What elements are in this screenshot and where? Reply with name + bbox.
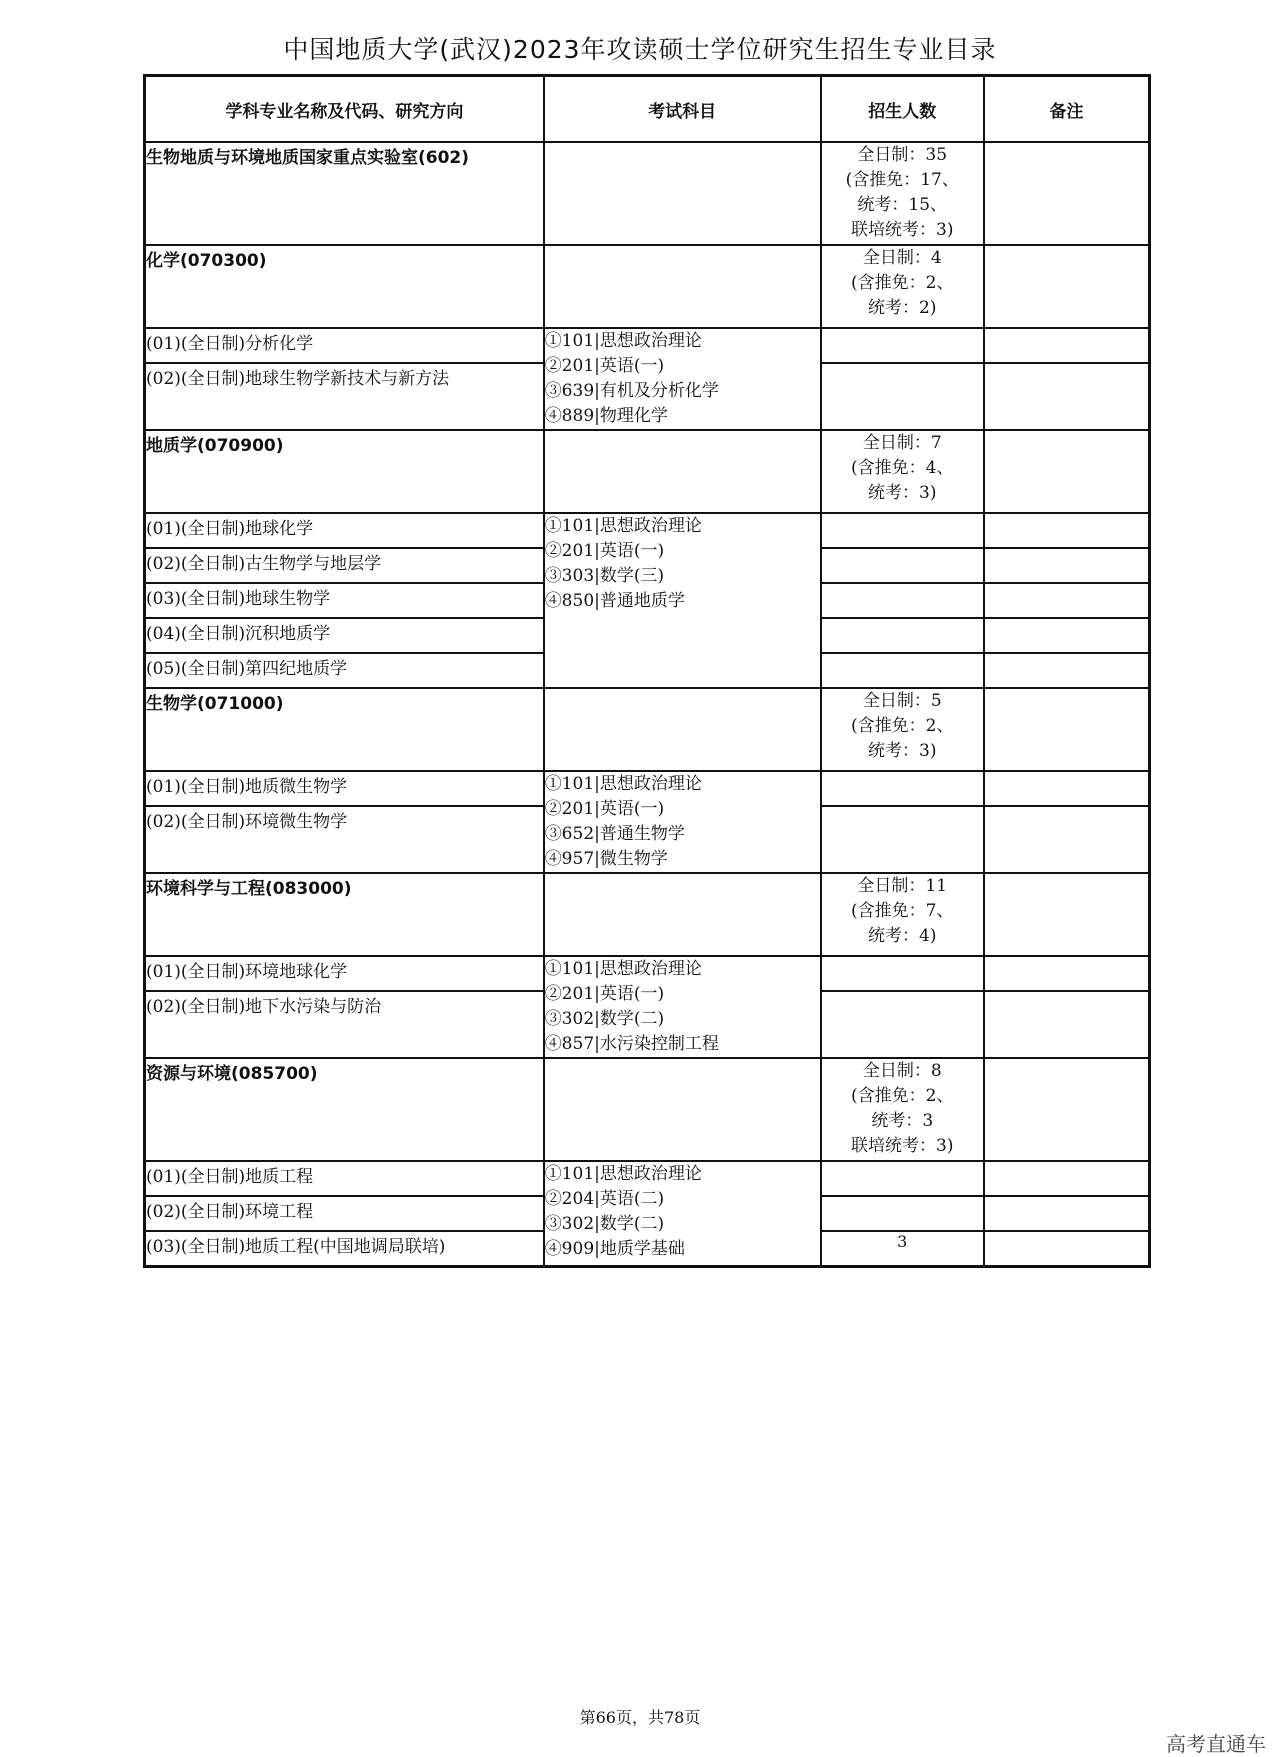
direction-note	[984, 363, 1150, 430]
unit-note-cell	[984, 142, 1150, 245]
major-quota	[821, 1058, 984, 1161]
quota-line: (含推免：2、	[851, 273, 954, 293]
exam-subject: ④850|普通地质学	[544, 591, 685, 611]
quota-line: 统考：3)	[868, 483, 937, 503]
direction-note	[984, 1196, 1150, 1231]
direction-name: (01)(全日制)分析化学	[145, 328, 544, 363]
direction-quota	[821, 328, 984, 363]
exam-subject: ③302|数学(二)	[544, 1009, 665, 1029]
direction-row	[145, 1161, 1150, 1196]
direction-note	[984, 583, 1150, 618]
exam-subject: ③639|有机及分析化学	[544, 381, 719, 401]
direction-note	[984, 548, 1150, 583]
quota-line: 联培统考：3)	[851, 220, 954, 240]
direction-name: (05)(全日制)第四纪地质学	[145, 653, 544, 688]
major-quota	[821, 873, 984, 956]
direction-note	[984, 653, 1150, 688]
direction-quota	[821, 653, 984, 688]
header-exams: 考试科目	[544, 76, 821, 143]
quota-line: 全日制：8	[862, 1061, 942, 1081]
quota-line: 统考：2)	[868, 298, 937, 318]
quota-line: 全日制：5	[862, 691, 942, 711]
direction-name: (02)(全日制)地球生物学新技术与新方法	[145, 363, 544, 430]
exam-subject: ①101|思想政治理论	[544, 959, 702, 979]
direction-name: (02)(全日制)古生物学与地层学	[145, 548, 544, 583]
quota-line: 全日制：7	[862, 433, 942, 453]
major-row	[145, 430, 1150, 513]
exam-subjects	[544, 513, 821, 688]
major-name: 地质学(070900)	[145, 430, 544, 513]
catalog-table	[143, 74, 1151, 1268]
direction-note	[984, 328, 1150, 363]
exam-subjects	[544, 956, 821, 1058]
direction-quota	[821, 806, 984, 873]
exam-subject: ④909|地质学基础	[544, 1239, 685, 1259]
direction-note	[984, 771, 1150, 806]
direction-name: (04)(全日制)沉积地质学	[145, 618, 544, 653]
header-note: 备注	[984, 76, 1150, 143]
direction-name: (01)(全日制)地球化学	[145, 513, 544, 548]
page-footer: 第66页，共78页	[579, 1708, 701, 1727]
major-exams-cell	[544, 1058, 821, 1161]
page-title: 中国地质大学(武汉)2023年攻读硕士学位研究生招生专业目录	[283, 35, 997, 64]
quota-line: 统考：15、	[857, 195, 948, 215]
major-name: 环境科学与工程(083000)	[145, 873, 544, 956]
direction-note	[984, 1231, 1150, 1266]
direction-note	[984, 513, 1150, 548]
major-row	[145, 873, 1150, 956]
exam-subjects	[544, 771, 821, 873]
exam-subject: ②201|英语(一)	[544, 541, 665, 561]
quota-line: 全日制：4	[862, 248, 942, 268]
direction-name: (02)(全日制)地下水污染与防治	[145, 991, 544, 1058]
direction-quota: 3	[821, 1231, 984, 1266]
quota-line: 统考：4)	[868, 926, 937, 946]
major-name: 资源与环境(085700)	[145, 1058, 544, 1161]
exam-subject: ③303|数学(三)	[544, 566, 665, 586]
table-header-row	[145, 76, 1150, 143]
major-note-cell	[984, 1058, 1150, 1161]
direction-row	[145, 771, 1150, 806]
unit-row	[145, 142, 1150, 245]
exam-subject: ②201|英语(一)	[544, 984, 665, 1004]
direction-name: (02)(全日制)环境工程	[145, 1196, 544, 1231]
major-exams-cell	[544, 245, 821, 328]
quota-line: 联培统考：3)	[851, 1136, 954, 1156]
direction-name: (03)(全日制)地质工程(中国地调局联培)	[145, 1231, 544, 1266]
major-name: 化学(070300)	[145, 245, 544, 328]
direction-note	[984, 991, 1150, 1058]
major-exams-cell	[544, 430, 821, 513]
major-row	[145, 1058, 1150, 1161]
exam-subjects	[544, 1161, 821, 1266]
direction-name: (01)(全日制)环境地球化学	[145, 956, 544, 991]
exam-subject: ①101|思想政治理论	[544, 1164, 702, 1184]
quota-line: 全日制：35	[857, 145, 948, 165]
unit-exams-cell	[544, 142, 821, 245]
quota-line: (含推免：17、	[845, 170, 959, 190]
major-note-cell	[984, 873, 1150, 956]
major-note-cell	[984, 245, 1150, 328]
exam-subjects	[544, 328, 821, 430]
major-exams-cell	[544, 873, 821, 956]
quota-line: 全日制：11	[857, 876, 948, 896]
direction-quota	[821, 513, 984, 548]
exam-subject: ④889|物理化学	[544, 406, 668, 426]
exam-subject: ②204|英语(二)	[544, 1189, 665, 1209]
major-note-cell	[984, 688, 1150, 771]
exam-subject: ①101|思想政治理论	[544, 516, 702, 536]
exam-subject: ①101|思想政治理论	[544, 774, 702, 794]
direction-quota	[821, 1161, 984, 1196]
quota-line: (含推免：2、	[851, 716, 954, 736]
exam-subject: ②201|英语(一)	[544, 799, 665, 819]
direction-quota	[821, 991, 984, 1058]
direction-name: (02)(全日制)环境微生物学	[145, 806, 544, 873]
direction-name: (01)(全日制)地质微生物学	[145, 771, 544, 806]
direction-quota	[821, 618, 984, 653]
exam-subject: ④857|水污染控制工程	[544, 1034, 719, 1054]
direction-row	[145, 513, 1150, 548]
unit-quota	[821, 142, 984, 245]
direction-quota	[821, 548, 984, 583]
header-quota: 招生人数	[821, 76, 984, 143]
exam-subject: ③302|数学(二)	[544, 1214, 665, 1234]
quota-line: 统考：3)	[868, 741, 937, 761]
major-note-cell	[984, 430, 1150, 513]
major-row	[145, 245, 1150, 328]
direction-quota	[821, 1196, 984, 1231]
watermark: 高考直通车	[1166, 1732, 1266, 1756]
major-quota	[821, 430, 984, 513]
major-row	[145, 688, 1150, 771]
header-name: 学科专业名称及代码、研究方向	[145, 76, 544, 143]
direction-note	[984, 1161, 1150, 1196]
quota-line: 统考：3	[871, 1111, 934, 1131]
direction-quota	[821, 363, 984, 430]
major-name: 生物学(071000)	[145, 688, 544, 771]
quota-line: (含推免：7、	[851, 901, 954, 921]
direction-quota	[821, 956, 984, 991]
exam-subject: ③652|普通生物学	[544, 824, 685, 844]
direction-row	[145, 956, 1150, 991]
direction-quota	[821, 771, 984, 806]
exam-subject: ④957|微生物学	[544, 849, 668, 869]
direction-name: (01)(全日制)地质工程	[145, 1161, 544, 1196]
major-exams-cell	[544, 688, 821, 771]
direction-note	[984, 956, 1150, 991]
exam-subject: ②201|英语(一)	[544, 356, 665, 376]
direction-note	[984, 618, 1150, 653]
quota-line: (含推免：2、	[851, 1086, 954, 1106]
direction-note	[984, 806, 1150, 873]
direction-quota	[821, 583, 984, 618]
unit-name: 生物地质与环境地质国家重点实验室(602)	[145, 142, 544, 245]
direction-row	[145, 328, 1150, 363]
direction-name: (03)(全日制)地球生物学	[145, 583, 544, 618]
quota-line: (含推免：4、	[851, 458, 954, 478]
major-quota	[821, 245, 984, 328]
exam-subject: ①101|思想政治理论	[544, 331, 702, 351]
major-quota	[821, 688, 984, 771]
